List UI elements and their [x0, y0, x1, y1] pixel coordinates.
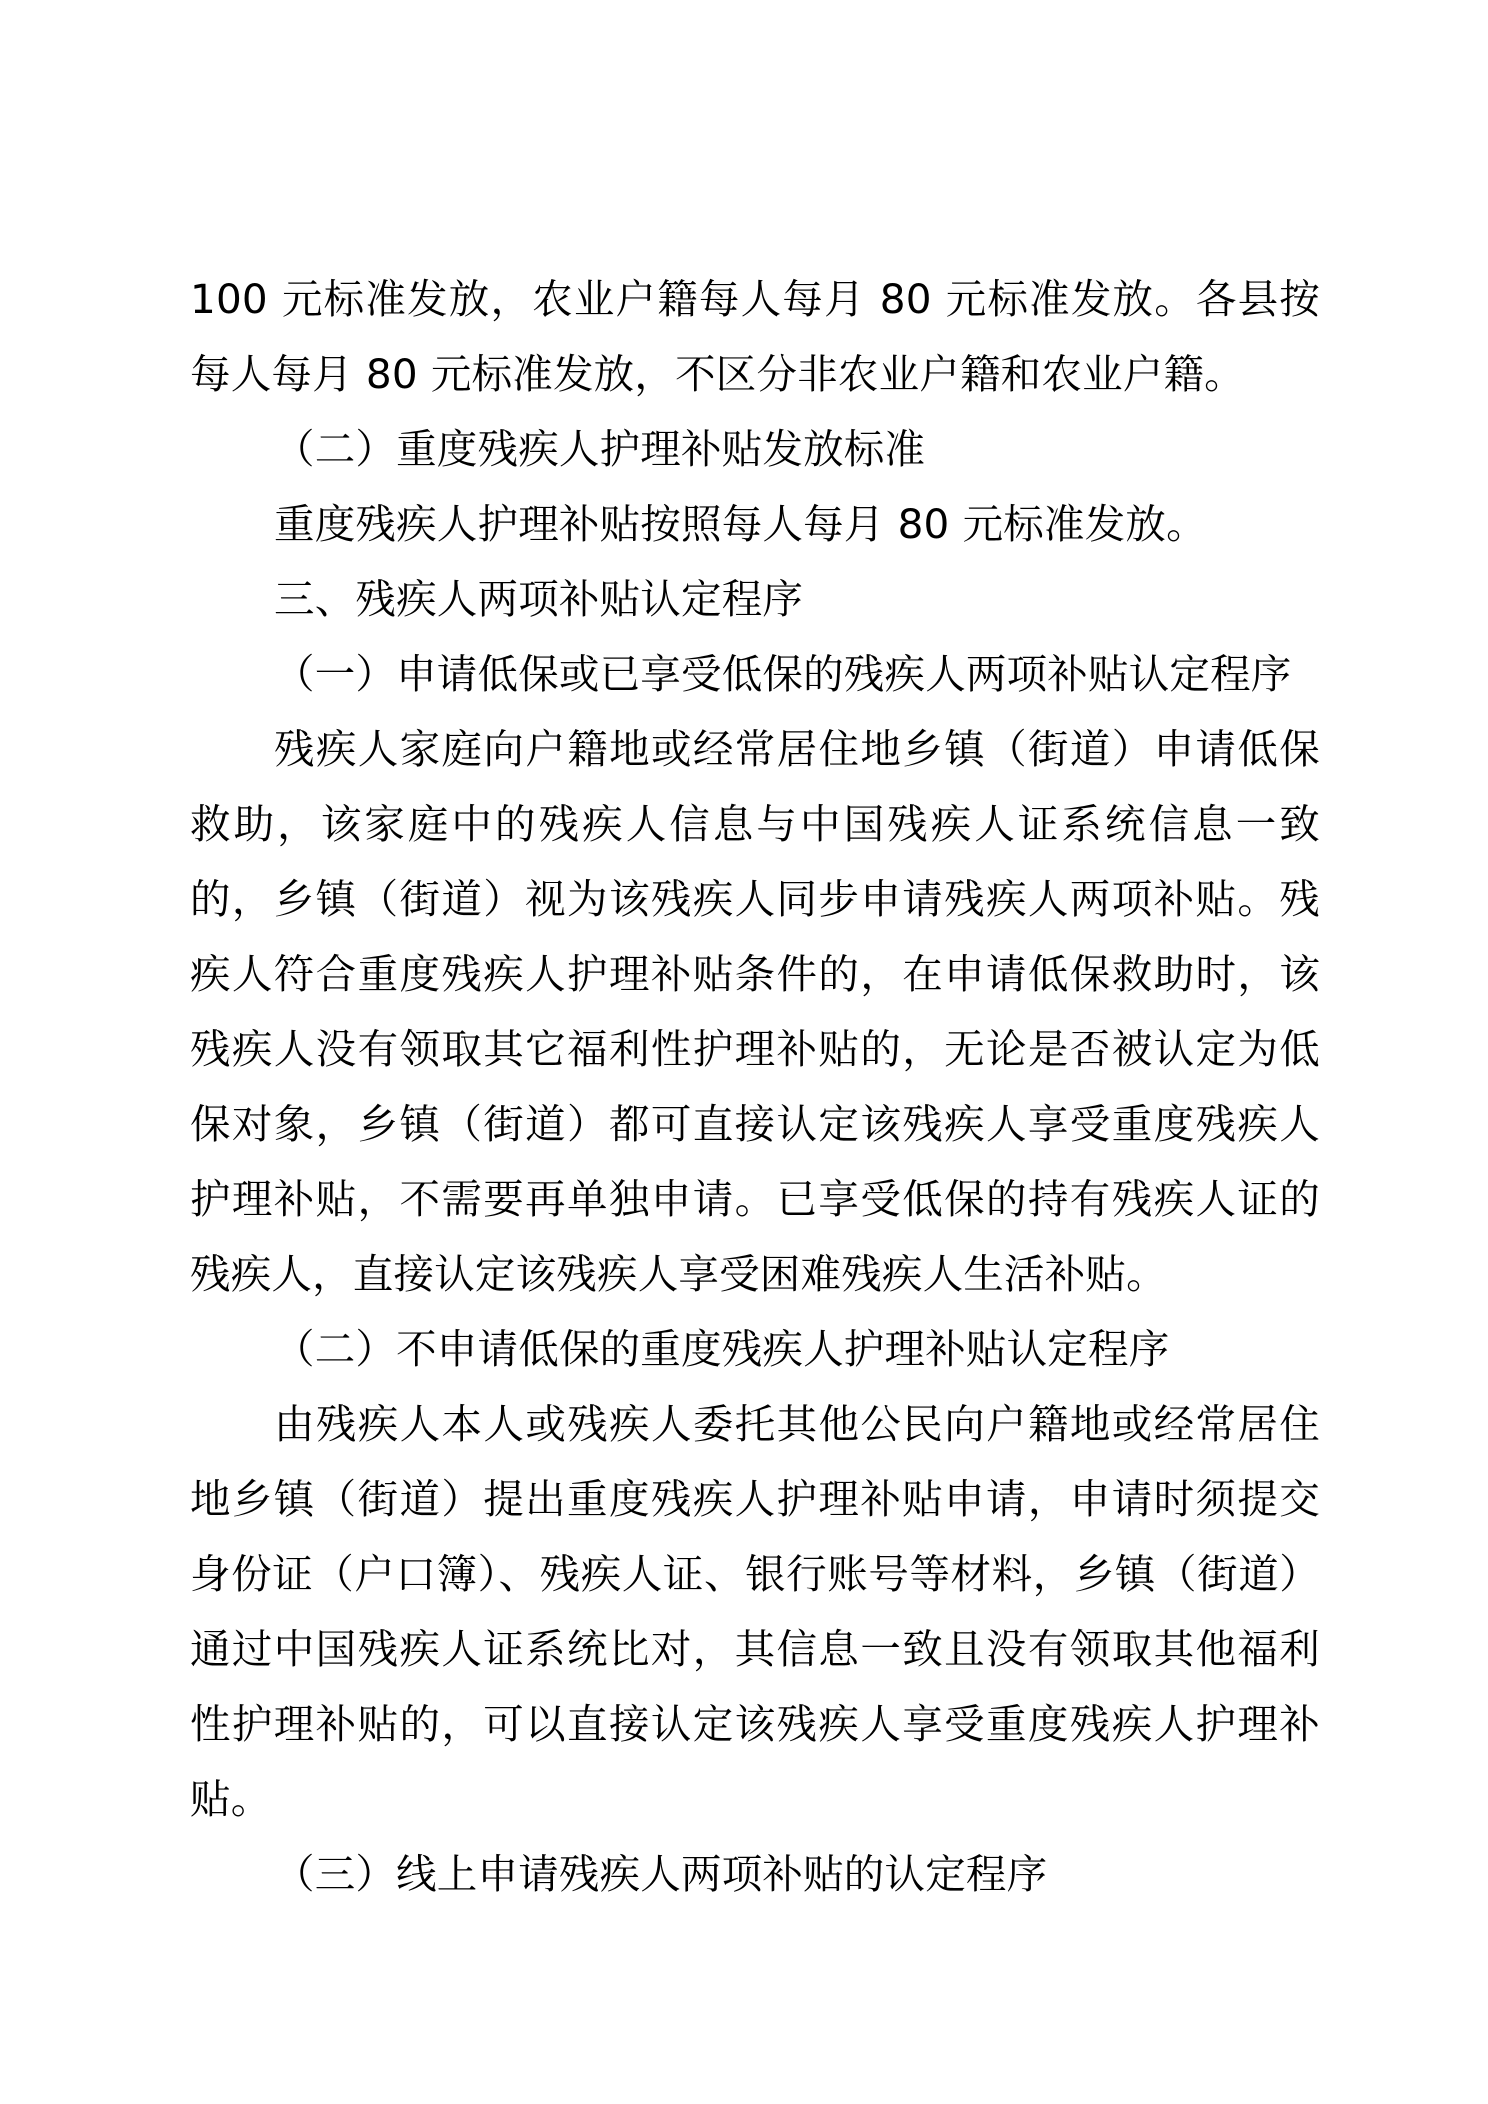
paragraph-continuation: 100 元标准发放，农业户籍每人每月 80 元标准发放。各县按每人每月 80 元标准发放，不区分非农业户籍和农业户籍。 [190, 275, 1320, 398]
heading-section-2-2: （二）重度残疾人护理补贴发放标准 [274, 425, 926, 473]
paragraph-care-subsidy-standard: 重度残疾人护理补贴按照每人每月 80 元标准发放。 [274, 500, 1207, 548]
paragraph-non-dibao-procedure: 由残疾人本人或残疾人委托其他公民向户籍地或经常居住地乡镇（街道）提出重度残疾人护理补贴申请，申请时须提交身份证（户口簿）、残疾人证、银行账号等材料，乡镇（街道）通过中国残疾人证系统比对，其信息一致且没有领取其他福利性护理补贴的，可以直接认定该残疾人享受重度残疾人护理补贴。 [190, 1400, 1320, 1823]
paragraph-dibao-procedure: 残疾人家庭向户籍地或经常居住地乡镇（街道）申请低保救助，该家庭中的残疾人信息与中国残疾人证系统信息一致的，乡镇（街道）视为该残疾人同步申请残疾人两项补贴。残疾人符合重度残疾人护理补贴条件的，在申请低保救助时，该残疾人没有领取其它福利性护理补贴的，无论是否被认定为低保对象，乡镇（街道）都可直接认定该残疾人享受重度残疾人护理补贴，不需要再单独申请。已享受低保的持有残疾人证的残疾人，直接认定该残疾人享受困难残疾人生活补贴。 [190, 725, 1320, 1298]
document-body [190, 262, 1320, 1912]
heading-section-3-1: （一）申请低保或已享受低保的残疾人两项补贴认定程序 [274, 650, 1292, 698]
heading-section-3: 三、残疾人两项补贴认定程序 [274, 575, 804, 623]
heading-section-3-3: （三）线上申请残疾人两项补贴的认定程序 [274, 1850, 1048, 1898]
heading-section-3-2: （二）不申请低保的重度残疾人护理补贴认定程序 [274, 1325, 1170, 1373]
